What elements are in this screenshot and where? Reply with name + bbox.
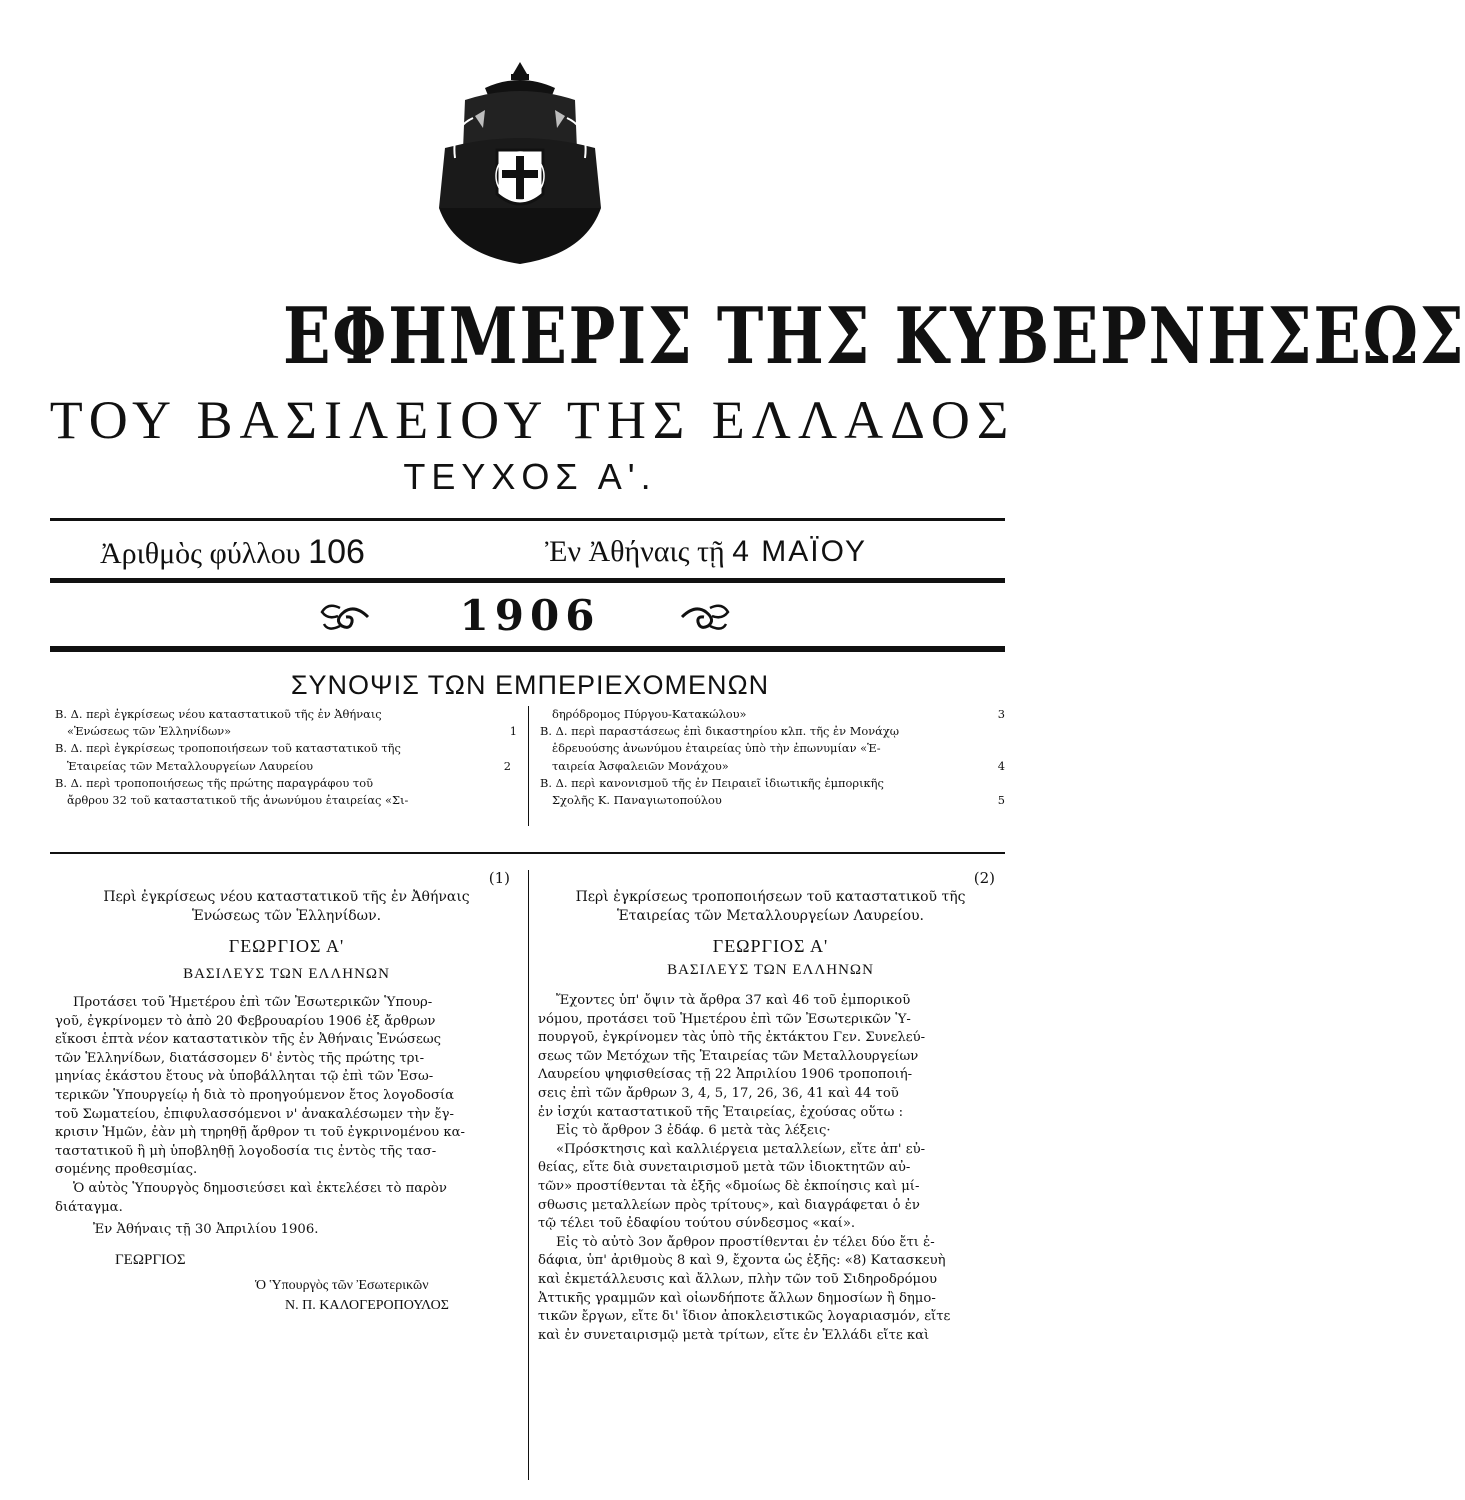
contents-entry (540, 723, 1005, 775)
article-1-title-line: Ἑνώσεως τῶν Ἑλληνίδων. (191, 908, 382, 924)
contents-entry-line: ταιρεία Ἀσφαλειῶν Μονάχου» (552, 758, 729, 773)
contents-entry-line: δηρόδρομος Πύργου-Κατακώλου» (552, 707, 747, 721)
contents-entry (540, 775, 1005, 809)
contents-left-column (55, 706, 517, 809)
article-1-line: σομένης προθεσμίας. (55, 1162, 198, 1178)
article-1-minister-title: Ὁ Ὑπουργὸς τῶν Ἐσωτερικῶν (255, 1277, 429, 1293)
article-2-line: ἐν ἰσχύι καταστατικοῦ τῆς Ἑταιρείας, ἐχούσας οὕτω : (538, 1104, 904, 1120)
contents-entry-line: Β. Δ. περὶ τροποποιήσεως τῆς πρώτης παραγράφου τοῦ (55, 775, 373, 790)
contents-entry-line: «Ἑνώσεως τῶν Ἑλληνίδων» (67, 724, 232, 739)
issue-year: 1906 (459, 591, 601, 640)
left-ornament-icon (320, 600, 370, 634)
right-ornament-icon (680, 600, 730, 634)
contents-entry-line: Ἑταιρείας τῶν Μεταλλουργείων Λαυρείου (67, 758, 314, 773)
rule-under-contents (50, 852, 1005, 854)
contents-entry-line: Σχολῆς Κ. Παναγιωτοπούλου (552, 793, 722, 808)
article-2-line: καὶ ἐκμετάλλευσις καὶ ἄλλων, πλὴν τῶν τοῦ Σιδηροδρόμου (538, 1271, 938, 1287)
contents-page-number: 2 (503, 758, 511, 773)
article-1-title-line: Περὶ ἐγκρίσεως νέου καταστατικοῦ τῆς ἐν Ἀθήναις (103, 889, 470, 905)
contents-entry (55, 740, 517, 774)
article-2-line: Ἔχοντες ὑπ' ὄψιν τὰ ἄρθρα 37 καὶ 46 τοῦ ἐμπορικοῦ (556, 993, 911, 1008)
article-1-number: (1) (488, 869, 510, 887)
sheet-number-label: Ἀριθμὸς φύλλου (100, 537, 301, 570)
issue-date-value: 4 ΜΑΪΟΥ (732, 535, 867, 568)
article-2-title-line: Περὶ ἐγκρίσεως τροποποιήσεων τοῦ καταστατικοῦ τῆς (575, 889, 966, 905)
article-1-column (55, 868, 518, 1316)
coat-of-arms-emblem (425, 58, 615, 268)
top-rule (50, 518, 1005, 521)
issue-date (545, 530, 867, 574)
article-2-line: καὶ ἐν συνεταιρισμῷ μετὰ τρίτων, εἴτε ἐν Ἑλλάδι εἴτε καὶ (538, 1327, 930, 1343)
article-2-line: νόμου, προτάσει τοῦ Ἡμετέρου ἐπὶ τῶν Ἐσωτερικῶν Ὑ- (538, 1011, 911, 1027)
article-2-column (538, 868, 1003, 1345)
contents-entry (55, 706, 517, 740)
article-2-line: σθωσις μεταλλείων πρὸς τρίτους», καὶ διαγράφεται ὁ ἐν (538, 1197, 920, 1213)
article-2-line: Λαυρείου ψηφισθείσας τῇ 22 Ἀπριλίου 1906 τροποποιή- (538, 1067, 913, 1083)
article-2-line: τῶν» προστίθενται τὰ ἑξῆς «δμοίως δὲ ἐκποίησις καὶ μί- (538, 1178, 920, 1194)
contents-page-number: 4 (997, 758, 1005, 773)
gazette-title: ΕΦΗΜΕΡΙΣ ΤΗΣ ΚΥΒΕΡΝΗΣΕΩΣ (283, 291, 1465, 382)
kingdom-subtitle: ΤΟΥ ΒΑΣΙΛΕΙΟΥ ΤΗΣ ΕΛΛΑΔΟΣ (49, 390, 1016, 450)
sheet-number (100, 530, 365, 576)
contents-page-number: 1 (509, 724, 517, 739)
contents-entry-line: Β. Δ. περὶ παραστάσεως ἐπὶ δικαστηρίου κλπ. τῆς ἐν Μονάχῳ (540, 724, 900, 739)
contents-column-divider (528, 706, 529, 826)
contents-page-number: 5 (997, 793, 1005, 807)
article-1-signature: ΓΕΩΡΓΙΟΣ (115, 1251, 186, 1268)
contents-entry-line: Β. Δ. περὶ ἐγκρίσεως τροποποιήσεων τοῦ καταστατικοῦ τῆς (55, 741, 401, 756)
article-2-line: «Πρόσκτησις καὶ καλλιέργεια μεταλλείων, εἴτε ἀπ' εὐ- (556, 1141, 926, 1157)
article-2-line: σεις ἐπὶ τῶν ἄρθρων 3, 4, 5, 17, 26, 36, 41 καὶ 44 τοῦ (538, 1085, 899, 1101)
issue-label: ΤΕΥΧΟΣ Α'. (403, 456, 657, 497)
article-1-king-title: ΒΑΣΙΛΕΥΣ ΤΩΝ ΕΛΛΗΝΩΝ (183, 966, 390, 982)
rule-under-year (50, 646, 1005, 652)
article-1-king: ΓΕΩΡΓΙΟΣ Α' (228, 936, 345, 956)
rule-under-issue (50, 578, 1005, 583)
article-1-line: τερικῶν Ὑπουργείῳ ἡ διὰ τὸ προηγούμενον ἔτος λογοδοσία (55, 1087, 455, 1103)
article-1-line: γοῦ, ἐγκρίνομεν τὸ ἀπὸ 20 Φεβρουαρίου 1906 ἐξ ἄρθρων (55, 1013, 436, 1029)
issue-place: Ἐν Ἀθήναις τῇ (545, 535, 725, 568)
contents-entry-line: Β. Δ. περὶ ἐγκρίσεως νέου καταστατικοῦ τῆς ἐν Ἀθήναις (55, 707, 382, 721)
article-1-line: Προτάσει τοῦ Ἡμετέρου ἐπὶ τῶν Ἐσωτερικῶν Ὑπουρ- (73, 995, 433, 1010)
article-2-line: Εἰς τὸ αὐτὸ 3ον ἄρθρον προστίθενται ἐν τέλει δύο ἔτι ἐ- (556, 1234, 935, 1250)
article-1-dated: Ἐν Ἀθήναις τῇ 30 Ἀπριλίου 1906. (93, 1222, 319, 1238)
article-2-line: σεως τῶν Μετόχων τῆς Ἑταιρείας τῶν Μεταλλουργείων (538, 1048, 919, 1064)
article-2-line: θείας, εἴτε διὰ συνεταιρισμοῦ μετὰ τῶν ἰδιοκτητῶν αὐ- (538, 1160, 911, 1176)
article-1-closing: διάταγμα. (55, 1199, 123, 1215)
article-2-number: (2) (973, 869, 995, 887)
article-2-line: Εἰς τὸ ἄρθρον 3 ἐδάφ. 6 μετὰ τὰς λέξεις· (556, 1123, 831, 1139)
article-1-line: ταστατικοῦ ἢ μὴ ὑποβληθῇ λογοδοσία τις ἐντὸς τῆς τασ- (55, 1143, 437, 1159)
article-1-line: μηνίας ἑκάστου ἔτους νὰ ὑποβάλληται τῷ ἐπὶ τῶν Ἐσω- (55, 1069, 434, 1085)
article-2-line: τικῶν ἔργων, εἴτε δι' ἴδιον ἀποκλειστικῶς λογαριασμόν, εἴτε (538, 1309, 951, 1325)
sheet-number-value: 106 (308, 533, 365, 571)
article-1-closing: Ὁ αὐτὸς Ὑπουργὸς δημοσιεύσει καὶ ἐκτελέσει τὸ παρὸν (73, 1180, 447, 1196)
contents-entry (540, 706, 1005, 723)
contents-right-column (540, 706, 1005, 809)
article-1-line: τοῦ Σωματείου, ἐπιφυλασσόμενοι ν' ἀνακαλέσωμεν τὴν ἔγ- (55, 1106, 454, 1122)
contents-title: ΣΥΝΟΨΙΣ ΤΩΝ ΕΜΠΕΡΙΕΧΟΜΕΝΩΝ (290, 670, 770, 700)
contents-entry (55, 775, 517, 809)
article-2-king-title: ΒΑΣΙΛΕΥΣ ΤΩΝ ΕΛΛΗΝΩΝ (667, 962, 874, 978)
article-2-king: ΓΕΩΡΓΙΟΣ Α' (712, 936, 829, 956)
article-2-line: Ἀττικῆς γραμμῶν καὶ οἱωνδήποτε ἄλλων δημοσίων ἢ δημο- (538, 1290, 936, 1306)
article-2-title-line: Ἑταιρείας τῶν Μεταλλουργείων Λαυρείου. (617, 908, 924, 924)
contents-entry-line: ἑδρευούσης ἀνωνύμου ἑταιρείας ὑπὸ τὴν ἐπωνυμίαν «Ἑ- (552, 741, 881, 756)
contents-page-number: 3 (997, 707, 1005, 721)
issue-info-row (100, 530, 980, 580)
article-1-body (55, 994, 518, 1240)
article-2-body (538, 992, 1003, 1345)
article-2-line: τῷ τέλει τοῦ ἐδαφίου τούτου σύνδεσμος «καί». (538, 1216, 856, 1232)
contents-entry-line: Β. Δ. περὶ κανονισμοῦ τῆς ἐν Πειραιεῖ ἰδιωτικῆς ἐμπορικῆς (540, 775, 884, 790)
article-1-line: κρισιν Ἡμῶν, ἐὰν μὴ τηρηθῇ ἄρθρον τι τοῦ ἐγκρινομένου κα- (55, 1125, 465, 1141)
article-1-minister-name: Ν. Π. ΚΑΛΟΓΕΡΟΠΟΥΛΟΣ (285, 1297, 449, 1313)
article-1-line: εἴκοσι ἑπτὰ νέον καταστατικὸν τῆς ἐν Ἀθήναις Ἑνώσεως (55, 1032, 442, 1048)
article-2-line: πουργοῦ, ἐγκρίνομεν τὰς ὑπὸ τῆς ἐκτάκτου Γεν. Συνελεύ- (538, 1030, 926, 1046)
contents-entry-line: ἄρθρου 32 τοῦ καταστατικοῦ τῆς ἀνωνύμου ἑταιρείας «Σι- (67, 793, 409, 808)
article-2-line: δάφια, ὑπ' ἀριθμοὺς 8 καὶ 9, ἔχοντα ὡς ἑξῆς: «8) Κατασκευὴ (538, 1253, 946, 1269)
article-1-line: τῶν Ἑλληνίδων, διατάσσομεν δ' ἐντὸς τῆς πρώτης τρι- (55, 1050, 425, 1066)
body-column-divider (528, 870, 529, 1480)
